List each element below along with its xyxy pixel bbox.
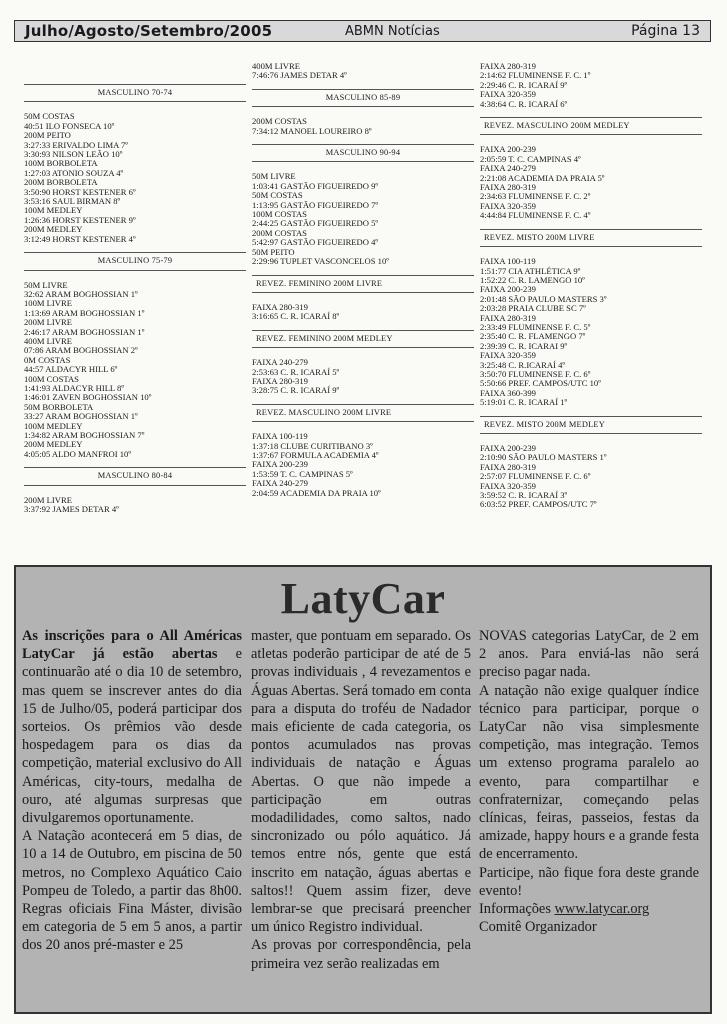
results-block bbox=[252, 404, 474, 504]
result-line: 100M COSTAS bbox=[252, 209, 307, 220]
spacer bbox=[480, 221, 702, 227]
result-line: 2:05:59 T. C. CAMPINAS 4º bbox=[480, 153, 581, 164]
category-title: REVEZ. MISTO 200M MEDLEY bbox=[484, 419, 605, 429]
result-line: FAIXA 280-319 bbox=[480, 312, 536, 323]
spacer bbox=[480, 408, 702, 414]
result-line: FAIXA 100-119 bbox=[252, 431, 308, 442]
category-title: REVEZ. MASCULINO 200M MEDLEY bbox=[484, 121, 630, 131]
result-line: FAIXA 280-319 bbox=[252, 301, 308, 312]
latycar-paragraph: Participe, não fique fora deste grande evento! bbox=[479, 864, 699, 899]
result-line: 2:44:25 GASTÃO FIGUEIREDO 5º bbox=[252, 218, 379, 229]
result-line: 7:34:12 MANOEL LOUREIRO 8º bbox=[252, 125, 372, 136]
spacer bbox=[252, 322, 474, 328]
result-line: 3:12:49 HORST KESTENER 4º bbox=[24, 233, 136, 244]
result-line: 3:25:48 C. R.ICARAÍ 4º bbox=[480, 359, 566, 370]
category-title: MASCULINO 80-84 bbox=[97, 471, 173, 481]
result-line: 6:03:52 PREF. CAMPOS/UTC 7º bbox=[480, 499, 597, 510]
result-line: 4:44:84 FLUMINENSE F. C. 4º bbox=[480, 210, 591, 221]
result-line: 40:51 ILO FONSECA 10º bbox=[24, 120, 115, 131]
results-block bbox=[252, 62, 474, 87]
page-header bbox=[14, 20, 711, 42]
result-line: 200M BORBOLETA bbox=[24, 177, 98, 188]
result-line: 2:46:17 ARAM BOGHOSSIAN 1º bbox=[24, 326, 145, 337]
result-line: 50M LIVRE bbox=[24, 279, 68, 290]
info-label: Informações bbox=[479, 901, 555, 918]
result-line: 50M LIVRE bbox=[252, 171, 296, 182]
result-line: FAIXA 200-239 bbox=[480, 144, 536, 155]
result-line: FAIXA 320-359 bbox=[480, 350, 536, 361]
publication-name: ABMN Notícias bbox=[345, 24, 440, 39]
result-line: 50M BORBOLETA bbox=[24, 401, 94, 412]
result-line: 3:37:92 JAMES DETAR 4º bbox=[24, 504, 119, 515]
result-line: 2:57:07 FLUMINENSE F. C. 6º bbox=[480, 471, 591, 482]
result-line: 1:27:03 ATONIO SOUZA 4º bbox=[24, 167, 124, 178]
result-line: FAIXA 280-319 bbox=[480, 182, 536, 193]
result-line: 4:38:64 C. R. ICARAÍ 6º bbox=[480, 98, 568, 109]
spacer bbox=[480, 109, 702, 115]
result-line: 200M COSTAS bbox=[252, 116, 307, 127]
result-line: 7:46:76 JAMES DETAR 4º bbox=[252, 70, 347, 81]
result-line: 100M COSTAS bbox=[24, 373, 79, 384]
result-line: 200M LIVRE bbox=[24, 494, 72, 505]
result-line: FAIXA 320-359 bbox=[480, 480, 536, 491]
result-line: FAIXA 360-399 bbox=[480, 387, 536, 398]
result-line: 1:52:22 C. R. LAMENGO 10º bbox=[480, 274, 585, 285]
spacer bbox=[24, 244, 246, 250]
result-line: 200M MEDLEY bbox=[24, 224, 83, 235]
results-block bbox=[480, 117, 702, 227]
result-line: 0M COSTAS bbox=[24, 354, 71, 365]
latycar-signature: Comitê Organizador bbox=[479, 919, 597, 936]
latycar-paragraph: A natação não exige qualquer índice técnico para participar, porque o LatyCar não visa simplesmente competição, mas integração. Temos um extenso programa paralelo ao evento, para compartilhar e confraternizar, começando pelas clínicas, feiras, passeios, festas da amizade, happy hours e a grande festa de encerramento. bbox=[479, 682, 699, 863]
latycar-paragraph: master, que pontuam em separado. Os atletas poderão participar de até de 5 provas individuais , 4 revezamentos e Águas Abertas. Será tomado em conta para a disputa do troféu de Nadador mais eficiente de cada categoria, os pontos acumulados nas provas individuais de natação e Águas Abertas. O que não impede a participação em outras modadilidades, como saltos, nado sincronizado ou pólo aquático. Já temos entre nós, gente que está inscrito em natação, águas abertas e saltos!! Quem assim fizer, deve lembrar-se que precisará preencher um único Registro individual. bbox=[251, 628, 471, 936]
result-line: 200M LIVRE bbox=[24, 317, 72, 328]
latycar-column-3 bbox=[479, 627, 699, 936]
results-block bbox=[480, 229, 702, 414]
spacer bbox=[252, 396, 474, 402]
category-title: REVEZ. MASCULINO 200M LIVRE bbox=[256, 407, 392, 417]
result-line: 33:27 ARAM BOGHOSSIAN 1º bbox=[24, 411, 138, 422]
spacer bbox=[252, 267, 474, 273]
result-line: 5:50:66 PREF. CAMPOS/UTC 10º bbox=[480, 378, 601, 389]
result-line: 3:28:75 C. R. ICARAÍ 9º bbox=[252, 385, 340, 396]
result-line: 3:59:52 C. R. ICARAÍ 3º bbox=[480, 490, 568, 501]
result-line: 44:57 ALDACYR HILL 6º bbox=[24, 364, 118, 375]
spacer bbox=[24, 459, 246, 465]
result-line: 50M COSTAS bbox=[252, 190, 303, 201]
result-line: 2:33:49 FLUMINENSE F. C. 5º bbox=[480, 321, 591, 332]
result-line: 5:19:01 C. R. ICARAÍ 1º bbox=[480, 397, 568, 408]
result-line: 50M PEITO bbox=[252, 246, 295, 257]
result-line: 2:01:48 SÃO PAULO MASTERS 3º bbox=[480, 293, 607, 304]
result-line: 1:26:36 HORST KESTENER 9º bbox=[24, 214, 136, 225]
result-line: FAIXA 240-279 bbox=[480, 163, 536, 174]
result-line: 1:37:67 FORMULA ACADEMIA 4º bbox=[252, 449, 379, 460]
result-line: 1:41:93 ALDACYR HILL 8º bbox=[24, 382, 124, 393]
result-line: 100M MEDLEY bbox=[24, 205, 83, 216]
category-title: REVEZ. MISTO 200M LIVRE bbox=[484, 232, 595, 242]
result-line: 32:62 ARAM BOGHOSSIAN 1º bbox=[24, 288, 138, 299]
latycar-paragraph: NOVAS categorias LatyCar, de 2 em 2 anos. Para enviá-las não será preciso pagar nada. bbox=[479, 628, 699, 681]
spacer bbox=[252, 81, 474, 87]
result-line: 5:42:97 GASTÃO FIGUEIREDO 4º bbox=[252, 237, 379, 248]
result-line: FAIXA 280-319 bbox=[480, 461, 536, 472]
latycar-box bbox=[14, 565, 712, 1014]
result-line: 2:03:28 PRAIA CLUBE SC 7º bbox=[480, 303, 586, 314]
result-line: FAIXA 100-119 bbox=[480, 256, 536, 267]
result-line: FAIXA 200-239 bbox=[480, 443, 536, 453]
result-line: 2:29:96 TUPLET VASCONCELOS 10º bbox=[252, 256, 389, 267]
result-line: 100M MEDLEY bbox=[24, 420, 83, 431]
result-line: 1:03:41 GASTÃO FIGUEIREDO 9º bbox=[252, 180, 379, 191]
result-line: 2:34:63 FLUMINENSE F. C. 2º bbox=[480, 191, 591, 202]
spacer bbox=[252, 136, 474, 142]
result-line: 200M COSTAS bbox=[252, 227, 307, 238]
category-title: REVEZ. FEMININO 200M MEDLEY bbox=[256, 333, 393, 343]
result-line: 2:35:40 C. R. FLAMENGO 7º bbox=[480, 331, 586, 342]
results-block bbox=[480, 62, 702, 115]
spacer bbox=[252, 498, 474, 504]
result-line: 3:30:93 NILSON LEÃO 10º bbox=[24, 149, 123, 160]
result-line: 1:46:01 ZAVEN BOGHOSSIAN 10º bbox=[24, 392, 152, 403]
result-line: FAIXA 200-239 bbox=[252, 459, 308, 470]
result-line: FAIXA 280-319 bbox=[252, 375, 308, 386]
result-line: FAIXA 200-239 bbox=[480, 284, 536, 295]
result-line: 3:53:16 SAUL BIRMAN 8º bbox=[24, 196, 121, 207]
latycar-website-link[interactable]: www.latycar.org bbox=[554, 901, 650, 918]
result-line: 2:21:08 ACADEMIA DA PRAIA 5º bbox=[480, 172, 605, 183]
latycar-lead: As inscrições para o All Américas LatyCar já estão abertas bbox=[22, 628, 242, 663]
issue-date: Julho/Agosto/Setembro/2005 bbox=[25, 22, 273, 40]
results-block bbox=[24, 467, 246, 520]
result-line: 3:16:65 C. R. ICARAÍ 8º bbox=[252, 311, 340, 322]
result-line: 2:39:39 C. R. ICARAI 9º bbox=[480, 340, 568, 351]
result-line: 1:13:95 GASTÃO FIGUEIREDO 7º bbox=[252, 199, 379, 210]
result-line: 50M COSTAS bbox=[24, 111, 75, 122]
result-line: 100M LIVRE bbox=[24, 298, 72, 309]
result-line: 1:51:77 CIA ATHLÉTICA 9º bbox=[480, 265, 581, 276]
result-line: 2:53:63 C. R. ICARAÍ 5º bbox=[252, 366, 340, 377]
category-title: MASCULINO 75-79 bbox=[97, 256, 173, 266]
result-line: 400M LIVRE bbox=[24, 335, 72, 346]
results-column-1 bbox=[24, 82, 246, 520]
latycar-column-2 bbox=[251, 627, 471, 973]
category-title: MASCULINO 90-94 bbox=[325, 148, 401, 158]
latycar-title: LatyCar bbox=[280, 574, 446, 623]
latycar-info bbox=[479, 900, 699, 918]
result-line: 100M BORBOLETA bbox=[24, 158, 98, 169]
result-line: FAIXA 320-359 bbox=[480, 200, 536, 211]
page-number: Página 13 bbox=[631, 23, 700, 39]
result-line: FAIXA 280-319 bbox=[480, 61, 536, 71]
result-line: 2:04:59 ACADEMIA DA PRAIA 10º bbox=[252, 487, 381, 498]
result-line: 400M LIVRE bbox=[252, 61, 300, 71]
results-block bbox=[252, 144, 474, 272]
result-line: 4:05:05 ALDO MANFROI 10º bbox=[24, 448, 131, 459]
result-line: 3:50:90 HORST KESTENER 6º bbox=[24, 186, 136, 197]
latycar-paragraph-text: e continuarão até o dia 10 de setembro, mas quem se inscrever antes do dia 15 de Julho/05, poderá participar dos sorteios. Os prêmios vão desde hospedagem para os dias da competição, material exclusivo do All Américas, city-tours, medalha de ouro, até algumas surpresas que divulgaremos oportunamente. bbox=[22, 646, 242, 827]
latycar-paragraph: A Natação acontecerá em 5 dias, de 10 a 14 de Outubro, em piscina de 50 metros, no Complexo Aquático Caio Pompeu de Toledo, a partir das 8h00. Regras oficiais Fina Máster, divisão em categoria de 5 em 5 anos, a partir dos 20 anos pré-master e 25 bbox=[22, 828, 242, 954]
result-line: 1:37:18 CLUBE CURITIBANO 3º bbox=[252, 440, 373, 451]
result-line: 2:14:62 FLUMINENSE F. C. 1º bbox=[480, 70, 591, 81]
result-line: 3:50:70 FLUMINENSE F. C. 6º bbox=[480, 368, 591, 379]
result-line: 07:86 ARAM BOGHOSSIAN 2º bbox=[24, 345, 138, 356]
results-block bbox=[252, 275, 474, 328]
result-line: 1:53:59 T. C. CAMPINAS 5º bbox=[252, 468, 353, 479]
result-line: FAIXA 320-359 bbox=[480, 89, 536, 100]
spacer bbox=[480, 510, 702, 516]
result-line: FAIXA 240-279 bbox=[252, 478, 308, 489]
category-title: MASCULINO 85-89 bbox=[325, 92, 401, 102]
results-column-3 bbox=[480, 62, 702, 516]
spacer bbox=[24, 271, 246, 281]
latycar-column-1 bbox=[22, 627, 242, 955]
result-line: 3:27:33 ERIVALDO LIMA 7º bbox=[24, 139, 128, 150]
category-title: REVEZ. FEMININO 200M LIVRE bbox=[256, 278, 383, 288]
results-block bbox=[252, 89, 474, 142]
results-block bbox=[24, 252, 246, 465]
results-block bbox=[24, 84, 246, 250]
results-column-2 bbox=[252, 62, 474, 504]
results-block bbox=[480, 416, 702, 516]
spacer bbox=[24, 514, 246, 520]
latycar-paragraph bbox=[22, 627, 242, 827]
result-line: 1:34:82 ARAM BOGHOSSIAN 7º bbox=[24, 430, 145, 440]
result-line: 2:29:46 C. R. ICARAÍ 9º bbox=[480, 79, 568, 90]
category-title: MASCULINO 70-74 bbox=[97, 88, 173, 97]
result-line: 200M PEITO bbox=[24, 130, 71, 141]
result-line: 1:13:69 ARAM BOGHOSSIAN 1º bbox=[24, 307, 145, 318]
latycar-paragraph: As provas por correspondência, pela primeira vez serão realizadas em bbox=[251, 937, 471, 972]
result-line: FAIXA 240-279 bbox=[252, 357, 308, 368]
results-block bbox=[252, 330, 474, 402]
result-line: 2:10:90 SÃO PAULO MASTERS 1º bbox=[480, 452, 607, 463]
result-line: 200M MEDLEY bbox=[24, 439, 83, 450]
